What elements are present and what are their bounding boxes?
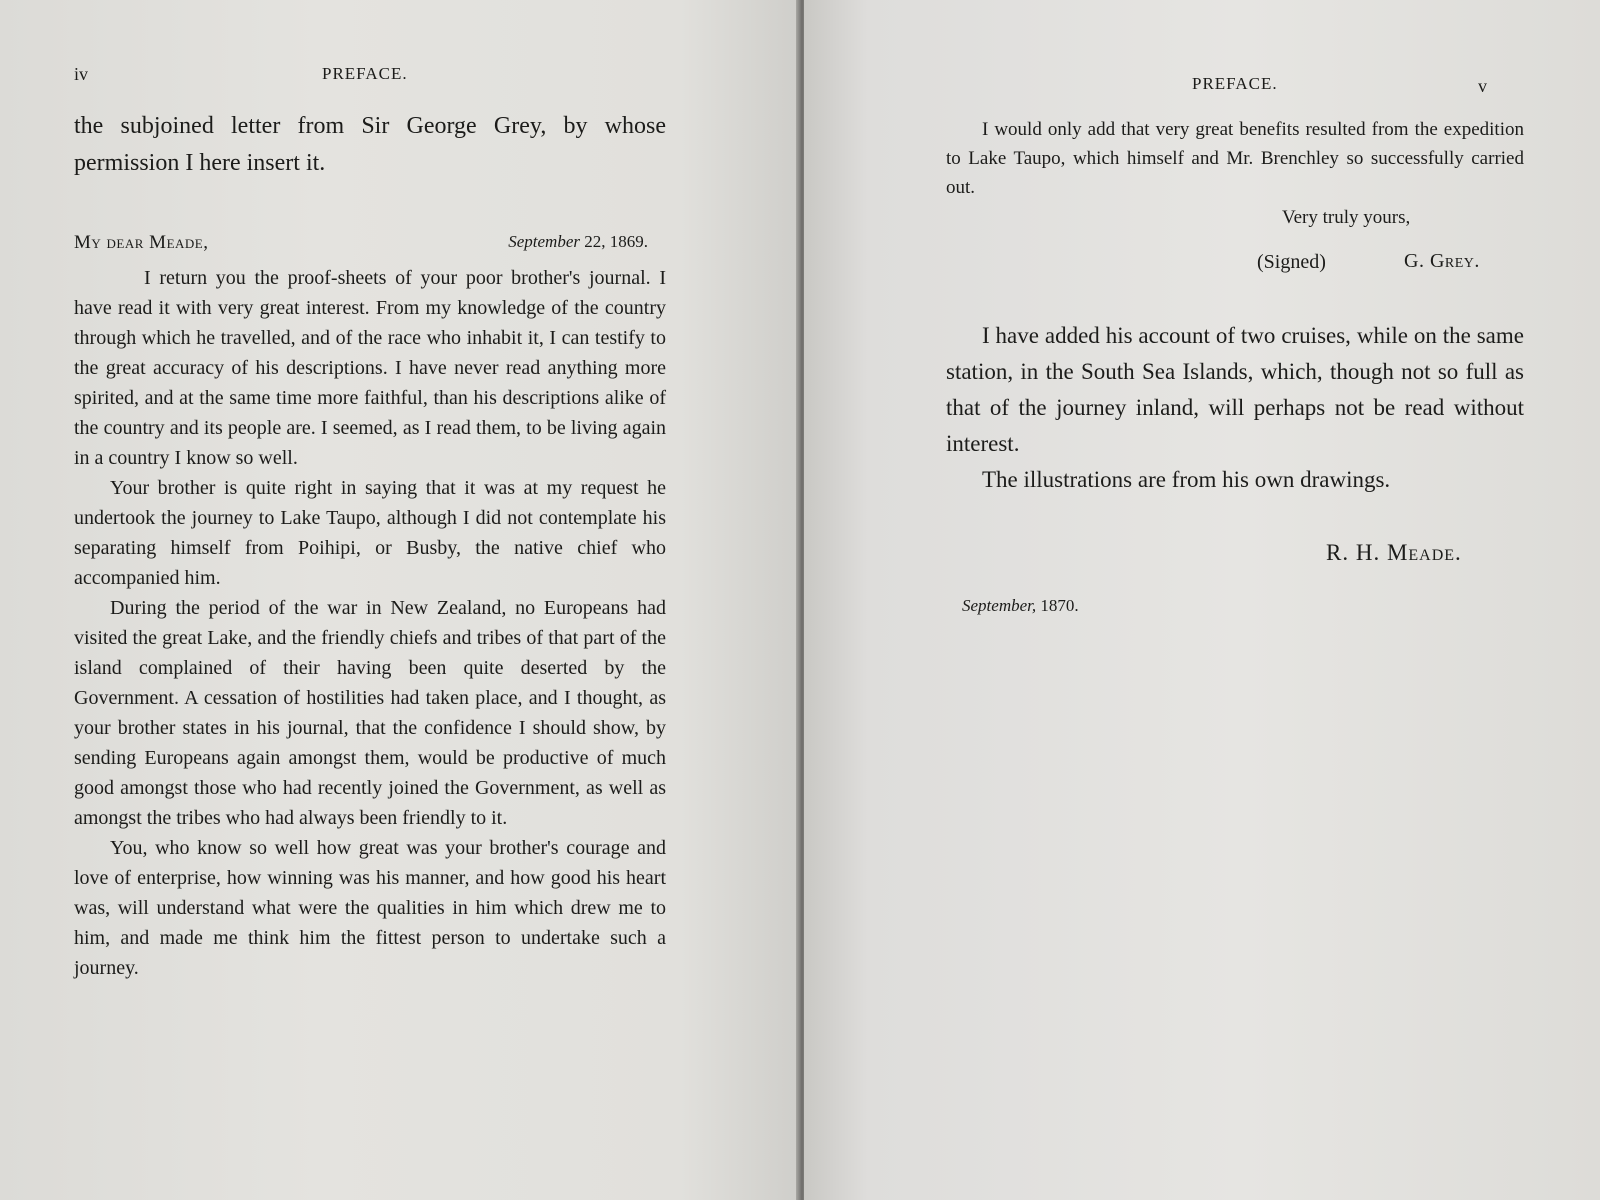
running-head-right: PREFACE. [1192, 74, 1278, 93]
page-number-left: iv [74, 64, 89, 84]
preface-body [946, 318, 1524, 498]
closing-date [962, 596, 1079, 616]
letter-paragraph-1: I return you the proof-sheets of your poor brother's journal. I have read it with very great interest. From my knowledge of the country through which he travelled, and of the race who inhabit it, I can testify to the great accuracy of his descriptions. I have never read anything more spirited, and at the same time more faithful, than his descriptions alike of the country and its people are. I seemed, as I read them, to be living again in a country I know so well. [74, 267, 666, 469]
letter-close-paragraph: I would only add that very great benefits resulted from the expedition to Lake Taupo, which himself and Mr. Brenchley so successfully carried out. [946, 119, 1524, 198]
letter-close [946, 115, 1524, 202]
letter-body [74, 263, 666, 983]
signer-name: G. Grey. [1404, 250, 1480, 272]
letter-paragraph-4: You, who know so well how great was your brother's courage and love of enterprise, how winning was his manner, and how good his heart was, will understand what were the qualities in him which drew me to him, and made me think him the fittest person to undertake such a journey. [74, 837, 666, 979]
running-head-left: PREFACE. [322, 64, 408, 83]
preface-paragraph-2: The illustrations are from his own drawings. [982, 467, 1391, 492]
letter-date-month: September [508, 232, 580, 251]
letter-paragraph-3: During the period of the war in New Zealand, no Europeans had visited the great Lake, and the friendly chiefs and tribes of that part of the island complained of their having been quite deserted by the Government. A cessation of hostilities had taken place, and I thought, as your brother states in his journal, that the confidence I should show, by sending Europeans again amongst them, would be productive of much good amongst those who had recently joined the Government, as well as amongst the tribes who had always been friendly to it. [74, 597, 666, 829]
page-number-right: v [1478, 76, 1487, 96]
valediction: Very truly yours, [1282, 207, 1411, 228]
preface-paragraph-1: I have added his account of two cruises, while on the same station, in the South Sea Islands, which, though not so full as that of the journey inland, will perhaps not be read without interest. [946, 323, 1524, 456]
letter-paragraph-2: Your brother is quite right in saying that it was at my request he undertook the journey to Lake Taupo, although I did not contemplate his separating himself from Poihipi, or Busby, the native chief who accompanied him. [74, 477, 666, 589]
letter-date-rest: 22, 1869. [584, 232, 648, 251]
salutation: My dear Meade, [74, 232, 209, 253]
lead-text: the subjoined letter from Sir George Grey, by whose permission I here insert it. [74, 113, 666, 176]
author-signature: R. H. Meade. [1326, 540, 1462, 565]
salutation-row [74, 232, 648, 254]
letter-date [508, 232, 648, 252]
closing-date-month: September, [962, 596, 1037, 615]
signed-label: (Signed) [1257, 251, 1326, 273]
right-page [804, 0, 1600, 1200]
closing-date-year: 1870. [1040, 596, 1079, 615]
